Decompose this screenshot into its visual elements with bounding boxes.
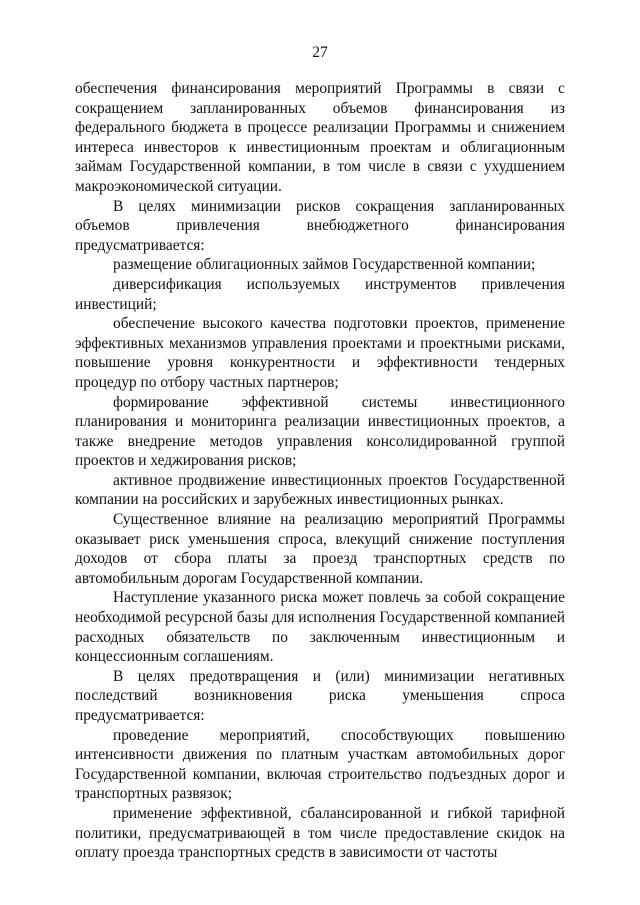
paragraph-demand-risk: Существенное влияние на реализацию мероприятий Программы оказывает риск уменьшения спроса, влекущий снижение поступления доходов от сбора платы за проезд транспортных средств по автомобильным дорогам Государственной компании. <box>75 511 565 587</box>
list-item-investment-planning: формирование эффективной системы инвестиционного планирования и мониторинга реализации инвестиционных проектов, а также внедрение методов управления консолидированной группой проектов и хеджирования рисков; <box>75 393 565 470</box>
list-item-diversification: диверсификация используемых инструментов привлечения инвестиций; <box>75 275 565 313</box>
list-item-project-promotion: активное продвижение инвестиционных проектов Государственной компании на российских и зарубежных инвестиционных рынках. <box>75 471 565 509</box>
list-item-bond-placement: размещение облигационных займов Государственной компании; <box>113 256 536 274</box>
list-item-project-quality: обеспечение высокого качества подготовки проектов, применение эффективных механизмов управления проектами и проектными рисками, повышение уровня конкурентности и эффективности тендерных процедур по отбору частных партнеров; <box>75 315 565 391</box>
paragraph-risk-consequences: Наступление указанного риска может повлечь за собой сокращение необходимой ресурсной базы для исполнения Государственной компанией расходных обязательств по заключенным инвестиционным и концессионным соглашениям. <box>75 589 565 666</box>
document-body <box>75 79 565 863</box>
paragraph-continuation: обеспечения финансирования мероприятий Программы в связи с сокращением запланированных объемов финансирования из федерального бюджета в процессе реализации Программы и снижением интереса инвесторов к инвестиционным проектам и облигационным займам Государственной компании, в том числе в связи с ухудшением макроэкономической ситуации. <box>75 80 565 195</box>
list-item-tariff-policy: применение эффективной, сбалансированной и гибкой тарифной политики, предусматривающей в том числе предоставление скидок на оплату проезда транспортных средств в зависимости от частоты <box>75 804 565 862</box>
list-item-traffic-intensity: проведение мероприятий, способствующих повышению интенсивности движения по платным участкам автомобильных дорог Государственной компании, включая строительство подъездных дорог и транспортных развязок; <box>75 726 565 803</box>
page-number: 27 <box>312 44 328 61</box>
paragraph-demand-mitigation-intro: В целях предотвращения и (или) минимизации негативных последствий возникновения риска уменьшения спроса предусматривается: <box>75 667 565 724</box>
paragraph-risk-minimization-intro: В целях минимизации рисков сокращения запланированных объемов привлечения внебюджетного финансирования предусматривается: <box>75 197 565 254</box>
